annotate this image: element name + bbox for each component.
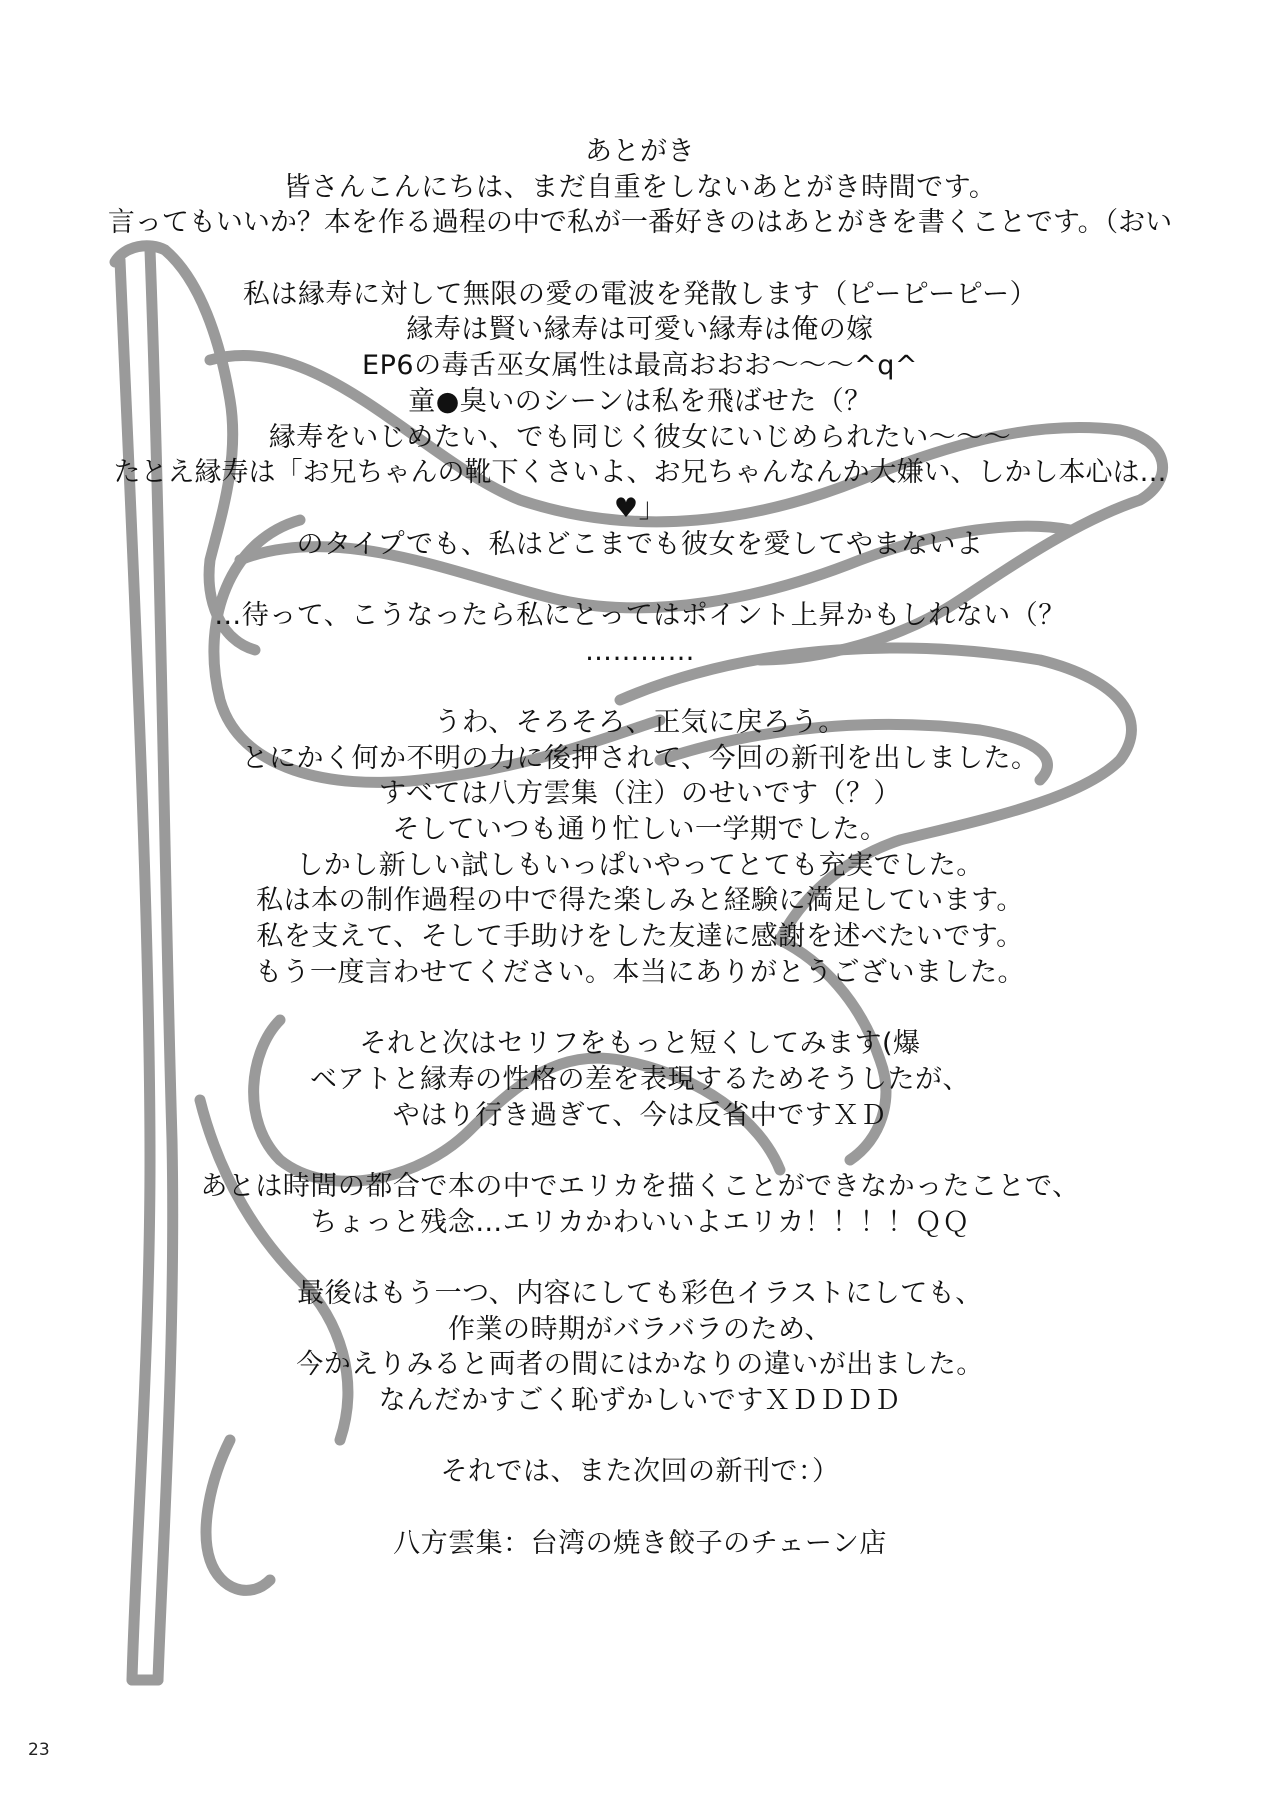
afterword-blank-line bbox=[40, 991, 1240, 1027]
afterword-line: やはり行き過ぎて、今は反省中ですＸＤ bbox=[392, 1099, 888, 1131]
afterword-line: すべては八方雲集（注）のせいです（？） bbox=[379, 778, 901, 810]
afterword-line: のタイプでも、私はどこまでも彼女を愛してやまないよ bbox=[296, 528, 984, 560]
afterword-line: 縁寿は賢い縁寿は可愛い縁寿は俺の嫁 bbox=[406, 314, 874, 346]
afterword-line: ベアトと縁寿の性格の差を表現するためそうしたが、 bbox=[310, 1063, 970, 1095]
afterword-line: たとえ縁寿は「お兄ちゃんの靴下くさいよ、お兄ちゃんなんか大嫌い、しかし本心は… bbox=[113, 457, 1167, 489]
afterword-line: ………… bbox=[585, 635, 695, 667]
afterword-line: EP6の毒舌巫女属性は最高おおお～～～^q^ bbox=[362, 350, 918, 382]
afterword-line: 今かえりみると両者の間にはかなりの違いが出ました。 bbox=[296, 1349, 984, 1381]
afterword-line: 作業の時期がバラバラのため、 bbox=[448, 1313, 832, 1345]
afterword-line: しかし新しい試しもいっぱいやってとても充実でした。 bbox=[296, 849, 984, 881]
afterword-line: 私を支えて、そして手助けをした友達に感謝を述べたいです。 bbox=[256, 921, 1024, 953]
afterword-line: ちょっと残念…エリカかわいいよエリカ！！！！ＱＱ bbox=[310, 1206, 970, 1238]
afterword-text bbox=[40, 134, 1240, 1562]
afterword-blank-line bbox=[40, 241, 1240, 277]
afterword-line: それと次はセリフをもっと短くしてみます(爆 bbox=[359, 1028, 921, 1060]
afterword-blank-line bbox=[40, 1490, 1240, 1526]
afterword-line: 私は縁寿に対して無限の愛の電波を発散します（ピーピーピー） bbox=[242, 278, 1038, 310]
afterword-line: それでは、また次回の新刊で：） bbox=[440, 1456, 840, 1488]
afterword-line: うわ、そろそろ、正気に戻ろう。 bbox=[434, 707, 846, 738]
afterword-line: ♥」 bbox=[613, 492, 667, 524]
afterword-line: 私は本の制作過程の中で得た楽しみと経験に満足しています。 bbox=[256, 885, 1024, 917]
afterword-line: 言ってもいいか？本を作る過程の中で私が一番好きのはあとがきを書くことです。（おい bbox=[107, 207, 1173, 239]
afterword-blank-line bbox=[40, 1133, 1240, 1169]
afterword-line: あとは時間の都合で本の中でエリカを描くことができなかったことで、 bbox=[200, 1170, 1080, 1202]
afterword-blank-line bbox=[40, 562, 1240, 598]
afterword-footnote: 八方雲集：台湾の焼き餃子のチェーン店 bbox=[393, 1527, 887, 1559]
afterword-blank-line bbox=[40, 1240, 1240, 1276]
afterword-line: そしていつも通り忙しい一学期でした。 bbox=[392, 814, 888, 846]
afterword-blank-line bbox=[40, 669, 1240, 705]
afterword-line: 縁寿をいじめたい、でも同じく彼女にいじめられたい～～～ bbox=[268, 421, 1012, 453]
afterword-line: もう一度言わせてください。本当にありがとうございました。 bbox=[255, 956, 1025, 988]
afterword-line: とにかく何か不明の力に後押されて、今回の新刊を出しました。 bbox=[241, 742, 1039, 774]
afterword-line: 童●臭いのシーンは私を飛ばせた（？ bbox=[408, 385, 872, 417]
page-number: 23 bbox=[28, 1740, 50, 1760]
afterword-title: あとがき bbox=[585, 136, 695, 167]
afterword-blank-line bbox=[40, 1419, 1240, 1455]
afterword-line: 最後はもう一つ、内容にしても彩色イラストにしても、 bbox=[297, 1278, 983, 1309]
afterword-line: …待って、こうなったら私にとってはポイント上昇かもしれない（？ bbox=[214, 599, 1066, 631]
afterword-line: なんだかすごく恥ずかしいですＸＤＤＤＤ bbox=[378, 1385, 902, 1417]
afterword-line: 皆さんこんにちは、まだ自重をしないあとがき時間です。 bbox=[283, 171, 997, 203]
